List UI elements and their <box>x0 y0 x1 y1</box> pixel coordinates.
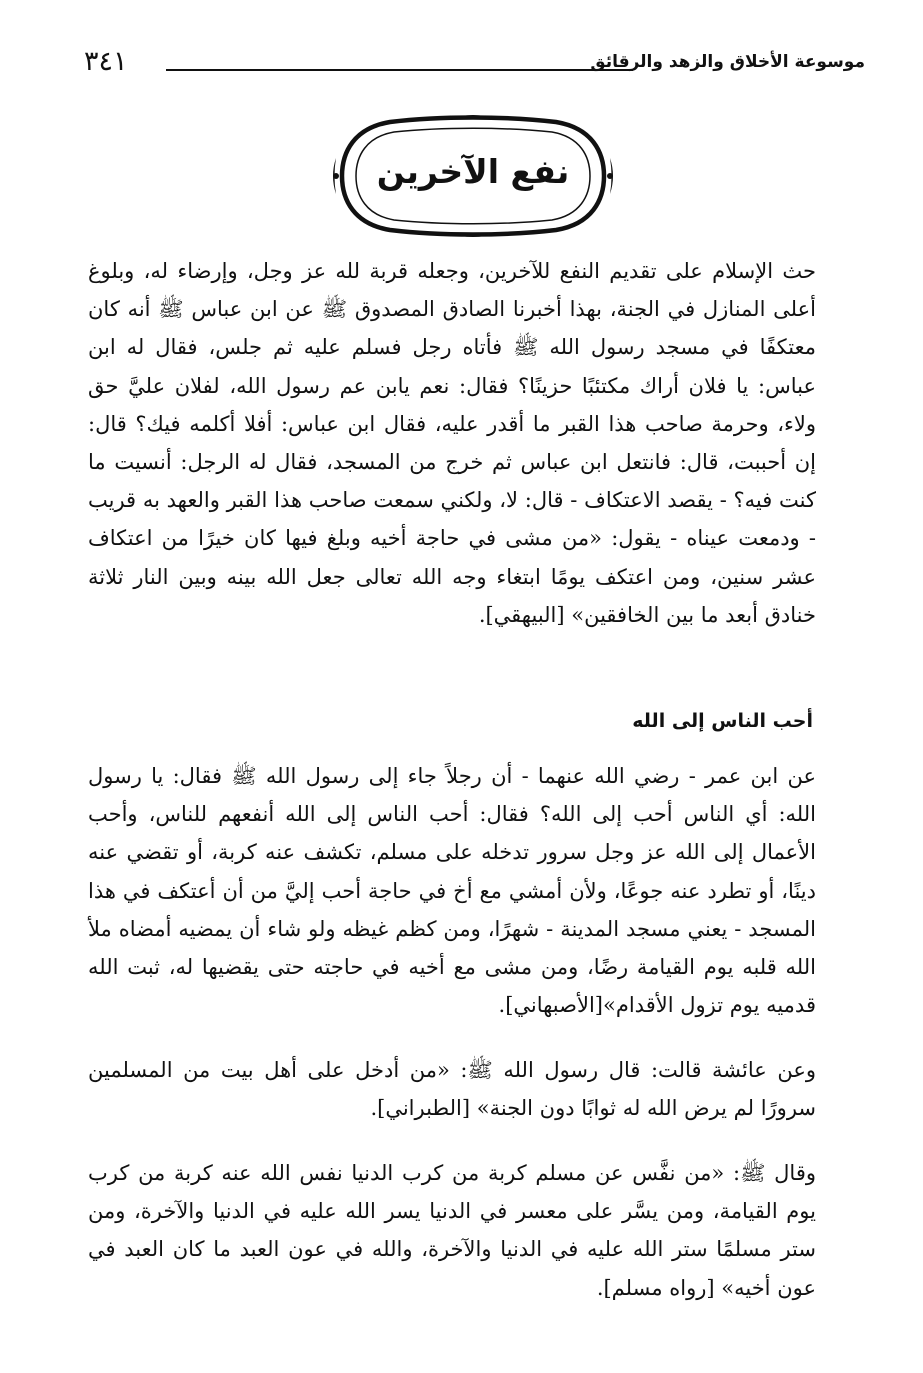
book-title: موسوعة الأخلاق والزهد والرقائق <box>590 52 865 72</box>
section-heading: أحب الناس إلى الله <box>632 710 813 732</box>
header-rule <box>166 69 633 71</box>
paragraph-ibn-umar-hadith: عن ابن عمر - رضي الله عنهما - أن رجلاً جاء إلى رسول الله ﷺ فقال: يا رسول الله: أي الناس أحب إلى الله؟ فقال: أحب الناس إلى الله أنفعهم للناس، وأحب الأعمال إلى الله عز وجل سرور تدخله على مسلم، تكشف عنه كربة، أو تقضي عنه دينًا، أو تطرد عنه جوعًا، ولأن أمشي مع أخ في حاجة أحب إليَّ من أن أعتكف في هذا المسجد - يعني مسجد المدينة - شهرًا، ومن كظم غيظه ولو شاء أن يمضيه أمضاه ملأ الله قلبه يوم القيامة رضًا، ومن مشى مع أخيه في حاجته حتى يقضيها له، ثبت الله قدميه يوم تزول الأقدام»[الأصبهاني]. <box>88 764 816 1018</box>
chapter-title: نفع الآخرين <box>376 152 570 191</box>
page-number: ٣٤١ <box>84 46 128 77</box>
paragraph-aisha-hadith: وعن عائشة قالت: قال رسول الله ﷺ: «من أدخل على أهل بيت من المسلمين سرورًا لم يرض الله له ثوابًا دون الجنة» [الطبراني]. <box>88 1058 816 1121</box>
running-header <box>78 46 865 86</box>
paragraph-intro: حث الإسلام على تقديم النفع للآخرين، وجعله قربة لله عز وجل، وإرضاء له، وبلوغ أعلى المنازل في الجنة، بهذا أخبرنا الصادق المصدوق ﷺ عن ابن عباس ﷺ أنه كان معتكفًا في مسجد رسول الله ﷺ فأتاه رجل فسلم عليه ثم جلس، فقال له ابن عباس: يا فلان أراك مكتئبًا حزينًا؟ فقال: نعم يابن عم رسول الله، لفلان عليَّ حق ولاء، وحرمة صاحب هذا القبر ما أقدر عليه، فقال ابن عباس: أفلا أكلمه فيك؟ قال: إن أحببت، قال: فانتعل ابن عباس ثم خرج من المسجد، فقال له الرجل: أنسيت ما كنت فيه؟ - يقصد الاعتكاف - قال: لا، ولكني سمعت صاحب هذا القبر والعهد به قريب - ودمعت عيناه - يقول: «من مشى في حاجة أخيه وبلغ فيها كان خيرًا من اعتكاف عشر سنين، ومن اعتكف يومًا ابتغاء وجه الله تعالى جعل الله بينه وبين النار ثلاثة خنادق أبعد ما بين الخافقين» [البيهقي]. <box>88 259 816 627</box>
chapter-title-frame <box>330 112 616 240</box>
paragraph-muslim-hadith: وقال ﷺ: «من نفَّس عن مسلم كربة من كرب الدنيا نفس الله عنه كربة من كرب يوم القيامة، ومن يسَّر على معسر في الدنيا يسر الله عليه في الدنيا والآخرة، ومن ستر مسلمًا ستر الله عليه في الدنيا والآخرة، والله في عون العبد ما كان العبد في عون أخيه» [رواه مسلم]. <box>88 1161 816 1300</box>
